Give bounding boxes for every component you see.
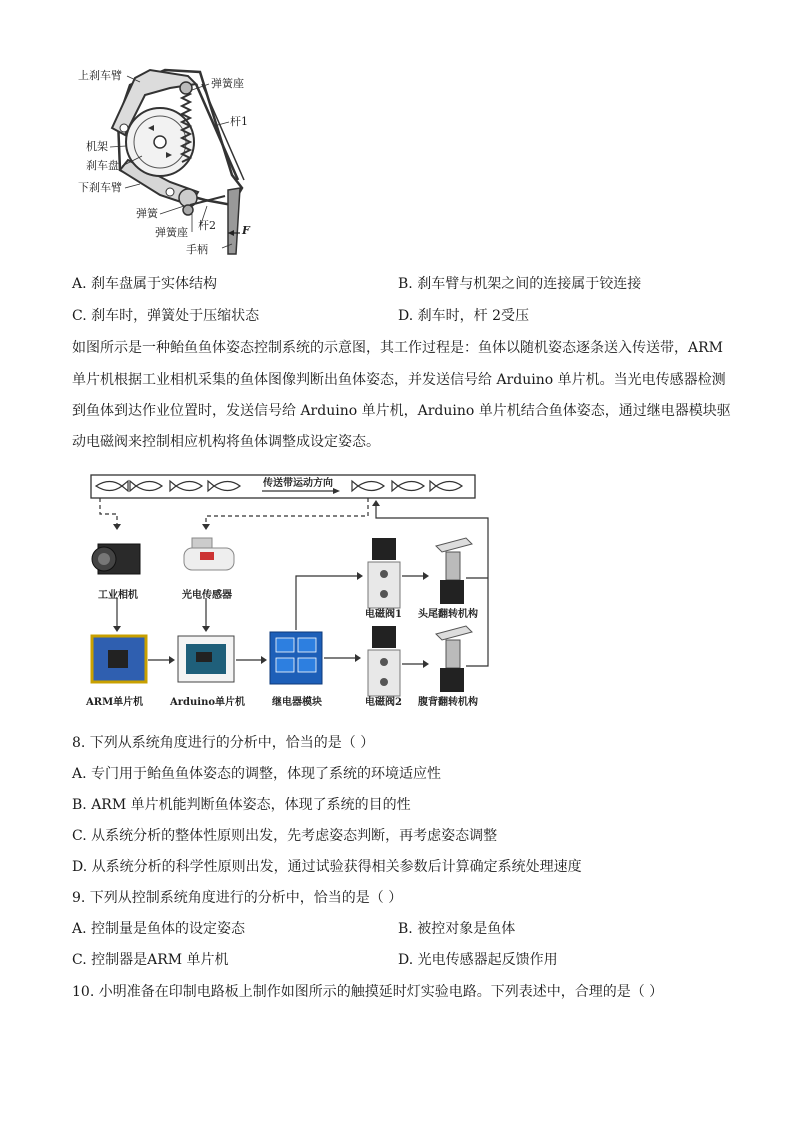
label-belly-back-mechanism: 腹背翻转机构 [418,697,478,708]
label-spring-seat-bottom: 弹簧座 [155,226,188,239]
q9-option-b: B. 被控对象是鱼体 [398,921,516,937]
brake-mechanism-drawing [0,0,794,270]
q7-option-d: D. 刹车时，杆 2受压 [398,308,529,324]
label-photo-sensor: 光电传感器 [182,590,232,601]
q7-option-b: B. 刹车臂与机架之间的连接属于铰连接 [398,276,642,292]
label-arduino-mcu: Arduino单片机 [170,697,246,708]
intro-line-2: 单片机根据工业相机采集的鱼体图像判断出鱼体姿态，并发送信号给 Arduino 单片机。当光电传感器检测 [72,372,726,388]
q8-option-d: D. 从系统分析的科学性原则出发，通过试验获得相关参数后计算确定系统处理速度 [72,859,582,875]
q8-option-c: C. 从系统分析的整体性原则出发，先考虑姿态判断，再考虑姿态调整 [72,828,498,844]
intro-line-4: 动电磁阀来控制相应机构将鱼体调整成设定姿态。 [72,434,380,450]
q10-stem: 10. 小明准备在印制电路板上制作如图所示的触摸延时灯实验电路。下列表述中，合理的是（ ） [72,984,664,1000]
label-head-tail-mechanism: 头尾翻转机构 [418,609,478,620]
q9-option-a: A. 控制量是鱼体的设定姿态 [72,921,246,937]
label-upper-brake-arm: 上刹车臂 [78,69,122,82]
label-valve-1: 电磁阀1 [365,609,402,620]
label-arm-mcu: ARM单片机 [86,697,144,708]
label-brake-disc: 刹车盘 [86,159,119,172]
label-spring-seat-top: 弹簧座 [211,77,244,90]
q8-option-b: B. ARM 单片机能判断鱼体姿态，体现了系统的目的性 [72,797,411,813]
label-rod-2: 杆2 [198,219,216,232]
label-frame: 机架 [86,140,108,153]
intro-line-3: 到鱼体到达作业位置时，发送信号给 Arduino 单片机，Arduino 单片机结合鱼体姿态，通过继电器模块驱 [72,403,731,419]
q8-stem: 8. 下列从系统角度进行的分析中，恰当的是（ ） [72,735,375,751]
label-rod-1: 杆1 [230,115,248,128]
q7-option-a: A. 刹车盘属于实体结构 [72,276,218,292]
label-lower-brake-arm: 下刹车臂 [78,181,122,194]
label-spring: 弹簧 [136,207,158,220]
label-industrial-camera: 工业相机 [98,590,138,601]
intro-line-1: 如图所示是一种鲐鱼鱼体姿态控制系统的示意图，其工作过程是：鱼体以随机姿态逐条送入传送带，ARM [72,340,723,356]
q7-option-c: C. 刹车时，弹簧处于压缩状态 [72,308,260,324]
label-handle: 手柄 [186,243,208,256]
label-conveyor-direction: 传送带运动方向 [263,478,333,489]
q9-option-d: D. 光电传感器起反馈作用 [398,952,558,968]
label-relay-module: 继电器模块 [272,697,322,708]
q9-stem: 9. 下列从控制系统角度进行的分析中，恰当的是（ ） [72,890,403,906]
label-force: F [242,224,250,237]
label-valve-2: 电磁阀2 [365,697,402,708]
q8-option-a: A. 专门用于鲐鱼鱼体姿态的调整，体现了系统的环境适应性 [72,766,442,782]
q9-option-c: C. 控制器是ARM 单片机 [72,952,229,968]
